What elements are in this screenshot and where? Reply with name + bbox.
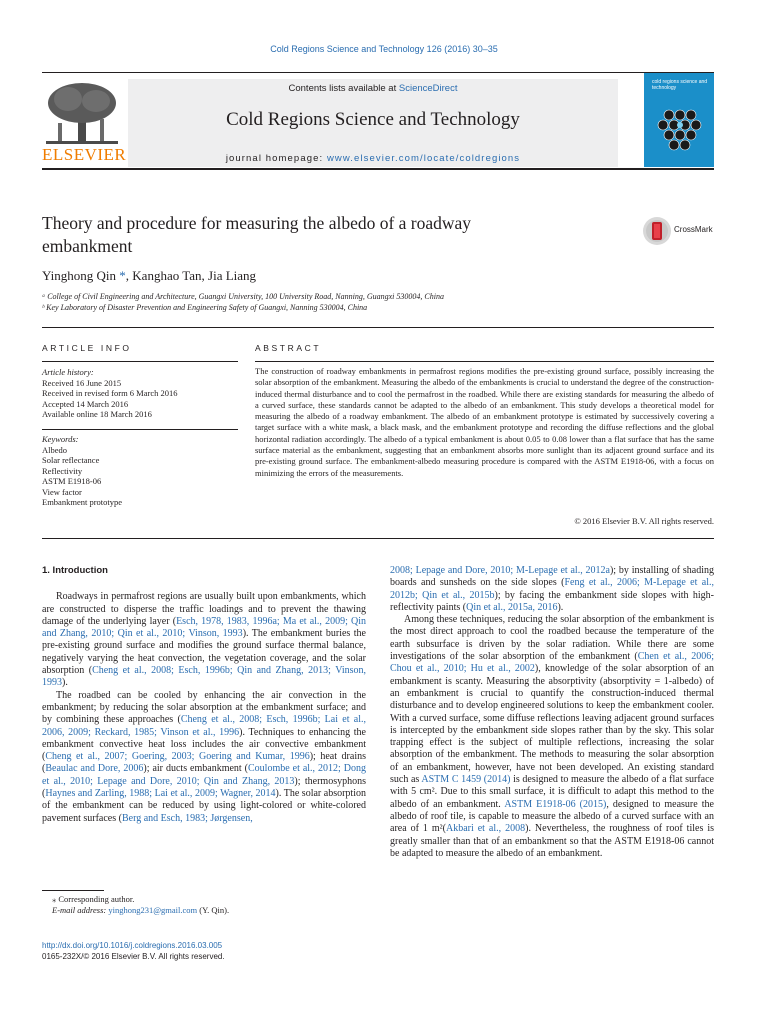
citation-link[interactable]: Cheng et al., 2007; Goering, 2003; Goering and Kumar, 1996 bbox=[45, 751, 310, 763]
sciencedirect-link[interactable]: ScienceDirect bbox=[398, 83, 458, 94]
footnote-divider bbox=[42, 890, 104, 891]
journal-title: Cold Regions Science and Technology bbox=[226, 109, 520, 130]
abstract-text: The construction of roadway embankments in permafrost regions modifies the pre-existing ground surface, possibly increasing the solar absorption of the embankment. Measuring the albedo of the embankments is crucial to understand the degree of the construction-induced thermal disturbance and to cool the permafrost in the roadbed. While there are existing standards for measuring the albedo of a curved surface, these standards cannot be adapted to the albedo of an embankment. This study develops a theoretical model for measuring the albedo of a roadway embankment. The albedo of an embankment prototype is estimated by successively covering a target surface with a white mask, a black mask, and the embankment prototype and recording the diffuse reflections and the global horizontal radiation accordingly. The albedo of a typical embankment is about 0.05 to 0.08 lower than a flat surface that has the same surface material as the embankment, suggesting that an embankment absorbs more sunlight than its adjacent ground surface and its pre-existing ground surface. The embankment-albedo measuring procedure is compared with the ASTM E1918-06, with a focus on minimizing the errors of the measurements. bbox=[255, 366, 714, 478]
citation-link[interactable]: Esch, 1978, 1983, 1996a; Ma et al., 2009; Qin and Zhang, 2010; Qin et al., 2010; Vinson, 1993 bbox=[42, 615, 367, 640]
homepage-line: journal homepage: www.elsevier.com/locate/coldregions bbox=[225, 153, 521, 164]
elsevier-wordmark: ELSEVIER bbox=[42, 145, 127, 164]
elsevier-logo bbox=[42, 79, 127, 165]
author-list bbox=[42, 268, 256, 284]
paragraph: 2008; Lepage and Dore, 2010; M-Lepage et al., 2012a); by installing of shading boards and sunsheds on the side slopes (Feng et al., 2006; M-Lepage et al., 2012b; Qin et al., 2015b); by facing the embankment side slopes with high-reflectivity paints (Qin et al., 2015a, 2016). bbox=[390, 565, 714, 613]
citation-link[interactable]: Coulombe et al., 2012; Dong et al., 2010; Lepage and Dore, 2010; Qin and Zhang, 2013 bbox=[42, 763, 366, 787]
history-received: Received 16 June 2015 bbox=[42, 377, 122, 388]
divider bbox=[42, 538, 714, 539]
citation-link[interactable]: Chen et al., 2006; Chou et al., 2010; Hu et al., 2002 bbox=[390, 651, 714, 675]
keywords bbox=[42, 434, 238, 508]
journal-reference[interactable]: Cold Regions Science and Technology 126 (2016) 30–35 bbox=[270, 44, 498, 54]
journal-homepage-link[interactable]: www.elsevier.com/locate/coldregions bbox=[326, 153, 521, 164]
author-name[interactable]: Yinghong Qin bbox=[42, 268, 120, 283]
doi-link[interactable]: http://dx.doi.org/10.1016/j.coldregions.2016.03.005 bbox=[42, 941, 223, 950]
crossmark-icon bbox=[642, 216, 672, 246]
divider bbox=[42, 327, 714, 328]
keyword: Embankment prototype bbox=[42, 497, 123, 507]
copyright: © 2016 Elsevier B.V. All rights reserved. bbox=[574, 516, 714, 526]
email-link[interactable]: yinghong231@gmail.com bbox=[108, 905, 198, 915]
paragraph: The roadbed can be cooled by enhancing the air convection in the embankment; by reducing the solar absorption at the embankment surface; and by combining these approaches (Cheng et al., 2008; Esch, 1996b; Lai et al., 2006, 2009; Reckard, 1985; Vinson et al., 1996). Techniques to enhancing the embankment convective heat loss includes the air convective embankment (Cheng et al., 2007; Goering, 2003; Goering and Kumar, 1996); heat drains (Beaulac and Dore, 2006); air ducts embankment (Coulombe et al., 2012; Dong et al., 2010; Lepage and Dore, 2010; Qin and Zhang, 2013); thermosyphons (Haynes and Zarling, 1988; Lai et al., 2009; Wagner, 2014). The solar absorption of the embankment can be reduced by using light-colored or white-colored pavement surfaces (Berg and Esch, 1983; Jørgensen, bbox=[42, 689, 366, 824]
history-accepted: Accepted 14 March 2016 bbox=[42, 398, 129, 409]
article-info-heading: ARTICLE INFO bbox=[42, 343, 132, 353]
crossmark-label: CrossMark bbox=[674, 225, 713, 234]
journal-header bbox=[42, 72, 714, 170]
history-revised: Received in revised form 6 March 2016 bbox=[42, 388, 178, 398]
history-online: Available online 18 March 2016 bbox=[42, 409, 152, 419]
elsevier-tree-icon bbox=[42, 79, 122, 147]
author-names: , Kanghao Tan, Jia Liang bbox=[125, 268, 257, 283]
citation-link[interactable]: ASTM E1918-06 (2015) bbox=[504, 798, 607, 810]
citation-link[interactable]: Cheng et al., 2008; Esch, 1996b; Qin and Zhang, 2013; Vinson, 1993 bbox=[42, 665, 367, 689]
email-line: E-mail address: yinghong231@gmail.com (Y. Qin). bbox=[52, 905, 230, 915]
crossmark-badge[interactable] bbox=[642, 216, 722, 246]
citation-link[interactable]: Qin et al., 2015a, 2016 bbox=[466, 601, 558, 613]
cover-hexagon-icon bbox=[644, 73, 714, 167]
keyword: View factor bbox=[42, 486, 82, 497]
citation-link[interactable]: Akbari et al., 2008 bbox=[446, 823, 526, 835]
citation-link[interactable]: Cheng et al., 2008; Esch, 1996b; Lai et al., 2006, 2009; Reckard, 1985; Vinson et al., 1996 bbox=[42, 714, 366, 738]
divider bbox=[42, 361, 238, 362]
affiliation-a: ᵃ College of Civil Engineering and Architecture, Guangxi University, 100 University Road, Nanning, Guangxi 530004, China bbox=[42, 292, 444, 301]
keyword: ASTM E1918-06 bbox=[42, 476, 102, 486]
history-label: Article history: bbox=[42, 367, 94, 377]
page-footer bbox=[42, 940, 225, 962]
citation-link[interactable]: 2008; Lepage and Dore, 2010; M-Lepage et al., 2012a bbox=[390, 565, 610, 576]
section-heading: 1. Introduction bbox=[42, 565, 108, 576]
journal-banner bbox=[128, 79, 618, 167]
paragraph: Roadways in permafrost regions are usually built upon embankments, which are constructed to disperse the traffic loadings and to prevent the thawing damage of the underlying layer (Esch, 1978, 1983, 1996a; Ma et al., 2009; Qin and Zhang, 2010; Qin et al., 2010; Vinson, 1993). The embankment buries the pre-existing ground surface and modifies the ground surface thermal balance, negatively varying the heat convection, the vegetation coverage, and the solar absorption (Cheng et al., 2008; Esch, 1996b; Qin and Zhang, 2013; Vinson, 1993). bbox=[42, 591, 367, 689]
footnote bbox=[52, 894, 229, 916]
citation-link[interactable]: Haynes and Zarling, 1988; Lai et al., 2009; Wagner, 2014 bbox=[45, 788, 276, 800]
issn-line: 0165-232X/© 2016 Elsevier B.V. All rights reserved. bbox=[42, 952, 225, 961]
divider bbox=[255, 361, 714, 362]
cover-title: cold regions science and technology bbox=[652, 79, 708, 91]
abstract-heading: ABSTRACT bbox=[255, 343, 322, 353]
contents-line: Contents lists available at ScienceDirect bbox=[288, 83, 458, 94]
affiliation-b: ᵇ Key Laboratory of Disaster Prevention and Engineering Safety of Guangxi, Nanning 530004, China bbox=[42, 303, 368, 312]
keyword: Albedo bbox=[42, 444, 68, 455]
paper-title: Theory and procedure for measuring the albedo of a roadway embankment bbox=[42, 213, 472, 256]
corresponding-author-mark[interactable]: * bbox=[119, 268, 126, 283]
citation-link[interactable]: Feng et al., 2006; M-Lepage et al., 2012b; Qin et al., 2015b bbox=[390, 577, 714, 601]
article-history bbox=[42, 367, 238, 420]
corresponding-author-note: ⁎ Corresponding author. bbox=[52, 894, 135, 904]
citation-link[interactable]: Beaulac and Dore, 2006 bbox=[45, 763, 144, 775]
divider bbox=[42, 429, 238, 430]
keyword: Reflectivity bbox=[42, 465, 83, 476]
body-column-right bbox=[390, 565, 714, 860]
paragraph: Among these techniques, reducing the solar absorption of the embankment is the most direct approach to cool the roadbed because the temperature of the earth subsurface is driven by the solar radiation. While there are some investigations of the solar absorption of the embankment (Chen et al., 2006; Chou et al., 2010; Hu et al., 2002), knowledge of the solar absorption of an embankment is scanty. Measuring the absorptivity (absorptivity = 1-albedo) of an embankment is crucial to quantify the construction-induced thermal disturbance and to develop engineered solutions to keep the embankment cooler. With a curved surface, some diffuse reflections leaving adjacent ground surfaces is intercepted by the embankment side slopes rather than by the sky. This solar trapping effect is the subject of multiple reflections, increasing the solar absorption of the embankment. The methods to measuring the solar absorption of an embankment, however, have not been developed. An existing standard such as ASTM C 1459 (2014) is designed to measure the albedo of a flat surface with 5 cm². Due to this small surface, it is difficult to adapt this method to the albedo of an embankment. ASTM E1918-06 (2015), designed to measure the albedo of roof tile, is capable to measure the albedo of a curved surface with an area of 1 m²(Akbari et al., 2008). Nevertheless, the roughness of roof tiles is greatly smaller than that of an embankment so that the ASTM E1918-06 cannot be adapted to measure the albedo of an embankment. bbox=[390, 614, 714, 859]
keywords-label: Keywords: bbox=[42, 434, 79, 444]
journal-cover[interactable] bbox=[644, 73, 714, 167]
body-column-left bbox=[42, 565, 366, 825]
citation-link[interactable]: Berg and Esch, 1983; Jørgensen, bbox=[121, 812, 253, 824]
keyword: Solar reflectance bbox=[42, 455, 100, 465]
citation-link[interactable]: ASTM C 1459 (2014) bbox=[421, 774, 511, 786]
